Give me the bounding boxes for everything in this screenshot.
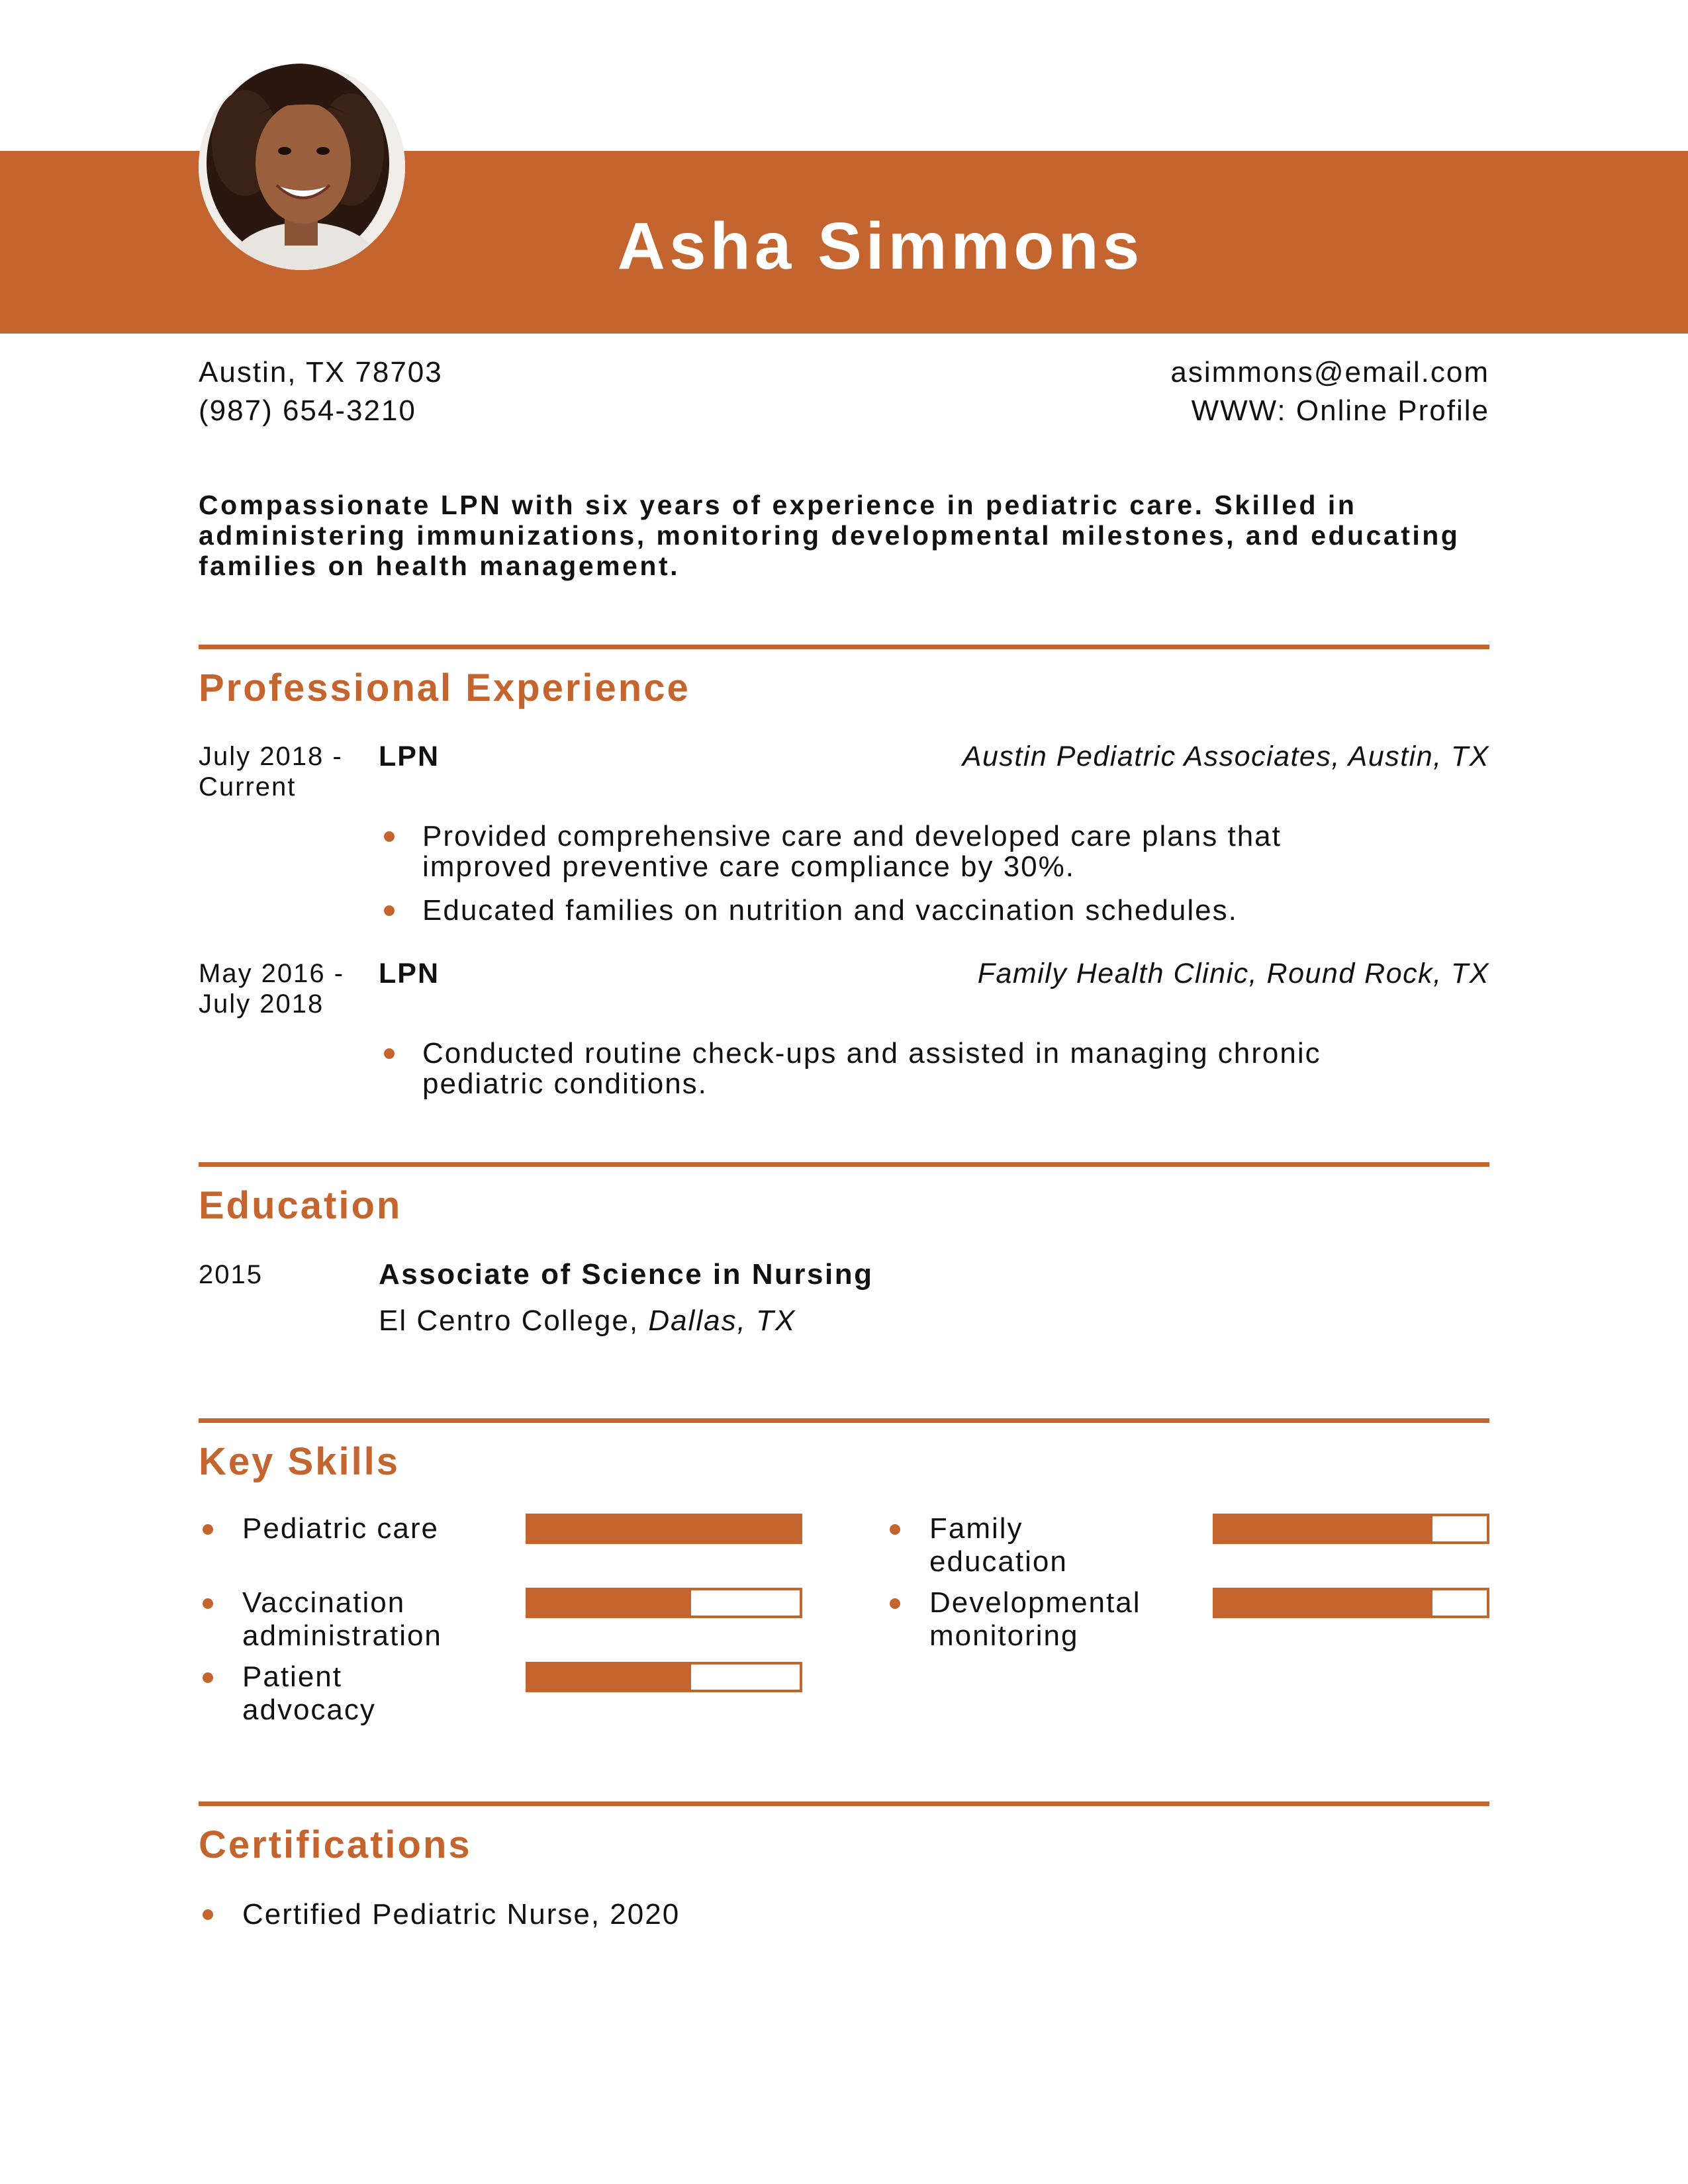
job-title: LPN [379, 741, 440, 772]
section-divider [199, 645, 1489, 649]
job-dates: July 2018 - Current [199, 742, 343, 801]
list-item: Conducted routine check-ups and assisted in managing chronic pediatric conditions. [379, 1038, 1372, 1099]
job-dates: May 2016 - July 2018 [199, 959, 345, 1019]
skill-level-fill [528, 1516, 800, 1541]
skill-level-fill [1215, 1590, 1432, 1615]
skill-level-fill [1215, 1516, 1432, 1541]
school-name: El Centro College, [379, 1304, 639, 1337]
section-divider [199, 1801, 1489, 1806]
list-item: Educated families on nutrition and vaccination schedules. [379, 895, 1372, 926]
phone: (987) 654-3210 [199, 394, 416, 427]
skill-level-bar [1213, 1514, 1489, 1544]
candidate-name: Asha Simmons [617, 209, 1144, 283]
section-title-experience: Professional Experience [199, 666, 690, 709]
list-item: Provided comprehensive care and developed care plans that improved preventive care compliance by 30%. [379, 821, 1372, 882]
section-title-skills: Key Skills [199, 1440, 400, 1483]
job-bullets [379, 821, 1372, 939]
location: Austin, TX 78703 [199, 356, 443, 388]
job-employer: Family Health Clinic, Round Rock, TX [977, 958, 1489, 989]
email-link[interactable]: asimmons@email.com [1170, 356, 1489, 388]
section-title-education: Education [199, 1184, 402, 1227]
section-divider [199, 1162, 1489, 1167]
skill-label: Family education [886, 1512, 1164, 1578]
skill-level-bar [1213, 1588, 1489, 1618]
education-degree: Associate of Science in Nursing [379, 1258, 874, 1291]
skill-level-fill [528, 1590, 691, 1615]
education-year: 2015 [199, 1260, 263, 1289]
job-bullets [379, 1038, 1372, 1113]
avatar [199, 64, 405, 270]
school-location: Dallas, TX [648, 1304, 796, 1337]
job-employer: Austin Pediatric Associates, Austin, TX [962, 741, 1489, 772]
avatar-photo-icon [199, 64, 405, 270]
education-school [379, 1304, 796, 1338]
summary: Compassionate LPN with six years of experience in pediatric care. Skilled in administering immunizations, monitoring developmental milestones, and educating families on health management. [199, 490, 1460, 581]
skill-label: Vaccination administration [199, 1586, 477, 1653]
section-title-certifications: Certifications [199, 1823, 472, 1866]
contact-right [1170, 353, 1489, 430]
skill-label: Developmental monitoring [886, 1586, 1164, 1653]
list-item: Certified Pediatric Nurse, 2020 [199, 1899, 1489, 1930]
skill-level-bar [526, 1514, 802, 1544]
skill-level-fill [528, 1664, 691, 1690]
skill-label: Pediatric care [199, 1512, 477, 1545]
contact-left [199, 353, 443, 430]
website-link[interactable]: WWW: Online Profile [1191, 394, 1489, 427]
skill-label: Patient advocacy [199, 1661, 477, 1727]
skill-level-bar [526, 1662, 802, 1692]
skill-level-bar [526, 1588, 802, 1618]
job-title: LPN [379, 958, 440, 989]
certification-list [199, 1899, 1489, 1943]
section-divider [199, 1418, 1489, 1423]
